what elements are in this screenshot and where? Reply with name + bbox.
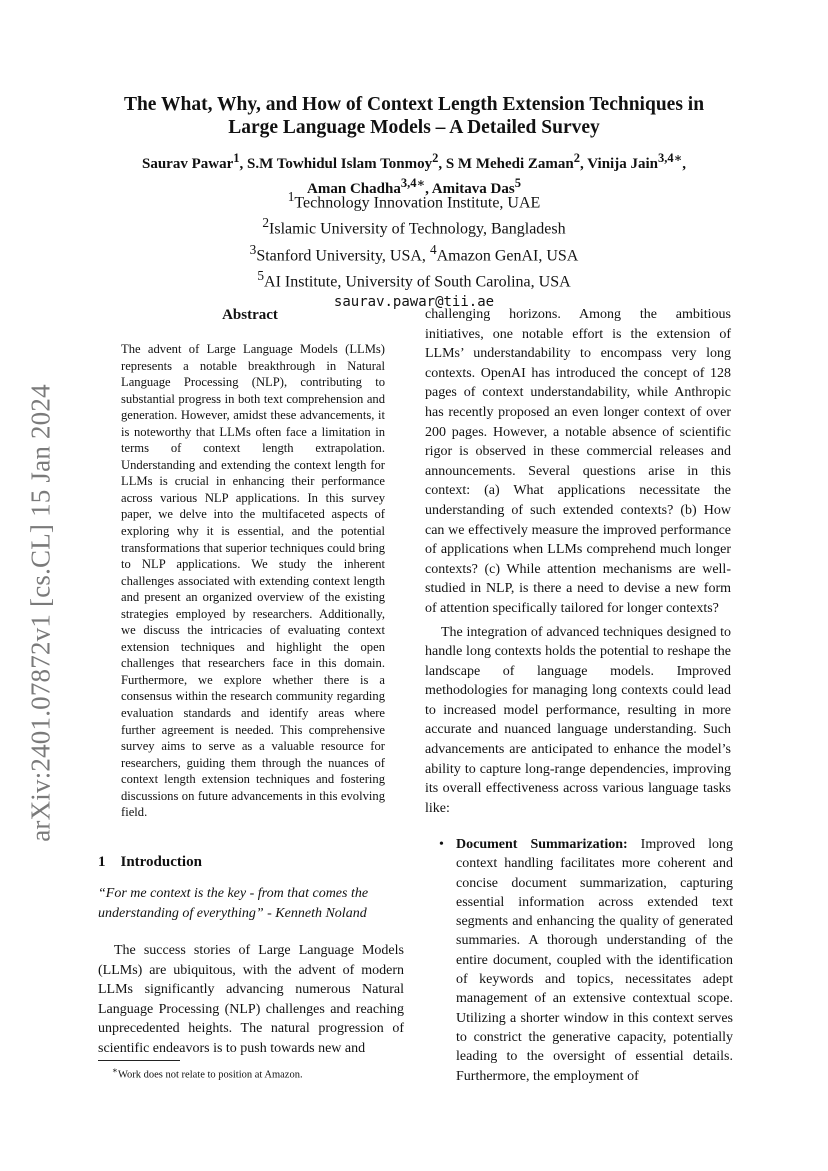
arxiv-identifier: arXiv:2401.07872v1 [cs.CL] 15 Jan 2024 xyxy=(25,384,56,842)
affiliation-2 xyxy=(80,213,748,239)
author-sup: 2 xyxy=(573,151,581,165)
epigraph-quote: “For me context is the key - from that comes the understanding of everything” - Kenneth Noland xyxy=(98,886,369,921)
title-line-2: Large Language Models – A Detailed Survey xyxy=(228,117,600,138)
author-sup: 5 xyxy=(514,176,521,190)
author-sup: 3,4∗ xyxy=(657,151,683,165)
section-heading-introduction xyxy=(98,854,398,871)
bullet-body xyxy=(441,835,733,1086)
bullet-symbol: • xyxy=(439,837,444,852)
affiliation-1 xyxy=(80,187,748,213)
section-title: Introduction xyxy=(120,854,202,870)
title-line-1: The What, Why, and How of Context Length Extension Techniques in xyxy=(123,94,705,115)
affiliation-5 xyxy=(80,266,748,292)
affiliation-sup: 4 xyxy=(429,241,437,257)
author-line-1: Saurav Pawar$^1$, S.M Towhidul Islam Tonmoy$^2$, S M Mehedi Zaman$^2$, Vinija Jain$^{3,4∗}$, xyxy=(142,151,686,172)
affiliation-text: Islamic University of Technology, Bangladesh xyxy=(269,220,566,238)
paper-title xyxy=(80,93,748,139)
affiliation-sup: 5 xyxy=(257,267,265,283)
right-column xyxy=(425,305,731,818)
author-name: Saurav Pawar xyxy=(142,156,234,172)
affiliations xyxy=(80,187,748,312)
arxiv-sidebar xyxy=(16,378,66,848)
abstract-heading: Abstract xyxy=(222,307,278,323)
abstract-text: The advent of Large Language Models (LLMs) represents a notable breakthrough in Natural Language Processing (NLP), contributing to substantial progress in both text comprehension and generation. However, amidst these advancements, it is noteworthy that LLMs often face a limitation in terms of context length extrapolation. Understanding and extending the context length for LLMs is crucial in enhancing their performance across various NLP applications. In this survey paper, we delve into the multifaceted aspects of exploring why it is essential, and the potential transformations that superior techniques could bring to NLP applications. We study the inherent challenges associated with extending context length and present an organized overview of the existing strategies employed by researchers. Additionally, we discuss the intricacies of evaluating context extension techniques and highlight the open challenges that researchers face in this domain. Furthermore, we explore whether there is a consensus within the research community regarding evaluation standards and identify areas where further agreement is needed. This comprehensive survey aims to serve as a valuable resource for researchers, guiding them through the nuances of context length extension techniques and fostering discussions on future advancements in this evolving field. xyxy=(121,342,385,820)
affiliation-3-4 xyxy=(80,240,748,266)
author-name: Amitava Das xyxy=(431,181,515,197)
footnote-mark: ∗ xyxy=(112,1065,118,1075)
affiliation-sup: 3 xyxy=(249,241,257,257)
footnote-rule xyxy=(98,1060,180,1061)
author-name: Vinija Jain xyxy=(587,156,658,172)
intro-paragraph: The success stories of Large Language Models (LLMs) are ubiquitous, with the advent of modern LLMs significantly advancing numerous Natural Language Processing (NLP) challenges and reaching unprecedented heights. The natural progression of scientific endeavors is to push towards new and xyxy=(98,943,404,1056)
author-name: S M Mehedi Zaman xyxy=(445,156,574,172)
bullet-title: Document Summarization: xyxy=(456,837,628,852)
footnote xyxy=(112,1064,412,1082)
right-paragraph-2: The integration of advanced techniques designed to handle long contexts holds the potential to reshape the landscape of language models. Improved methodologies for managing long contexts could lead to increased model performance, resulting in more accurate and nuanced language understanding. Such advancements are anticipated to enhance the model’s ability to capture long-range dependencies, improving its overall effectiveness across various language tasks like: xyxy=(425,624,731,816)
right-paragraph-1: challenging horizons. Among the ambitious initiatives, one notable effort is the extension of LLMs’ understandability to encompass very long contexts. OpenAI has introduced the concept of 128 pages of context understandability, while Anthropic has recently proposed an even longer context of over 200 pages. However, a notable absence of scientific rigor is observed in these commercial releases and announcements. Several questions arise in this context: (a) What applications necessitate the understanding of such extended contexts? (b) How can we effectively measure the improved performance of applications when LLMs comprehend much longer contexts? (c) While attention mechanisms are well-studied in NLP, is there a need to devise a new form of attention specifically tailored for longer contexts? xyxy=(425,307,731,616)
author-name: Aman Chadha xyxy=(307,181,401,197)
bullet-item-document-summarization xyxy=(441,835,733,1086)
affiliation-text: Amazon GenAI, USA xyxy=(436,246,579,264)
author-line-2: Aman Chadha$^{3,4∗}$, Amitava Das$^5$ xyxy=(307,176,521,197)
affiliation-text: Stanford University, USA, xyxy=(256,246,430,264)
author-sup: 2 xyxy=(432,151,439,165)
footnote-text: Work does not relate to position at Amazon. xyxy=(117,1069,303,1081)
section-number: 1 xyxy=(98,854,106,870)
author-email[interactable]: saurav.pawar@tii.ae xyxy=(333,294,495,311)
bullet-text: Improved long context handling facilitates more coherent and concise document summarization, capturing essential information across extended text segments and enhancing the quality of generated summaries. A thorough understanding of the entire document, coupled with the identification of keywords and topics, necessitates adept management of an extensive contextual scope. Utilizing a shorter window in this context serves to constrict the generative capacity, potentially leading to the oversight of essential details. Furthermore, the employment of xyxy=(456,837,733,1084)
author-sup: 1 xyxy=(233,151,240,165)
affiliation-sup: 2 xyxy=(262,215,270,231)
affiliation-text: Technology Innovation Institute, UAE xyxy=(294,194,541,212)
affiliation-sup: 1 xyxy=(287,189,295,204)
author-sup: 3,4∗ xyxy=(400,176,426,190)
affiliation-text: AI Institute, University of South Carolina, USA xyxy=(264,273,571,291)
author-name: S.M Towhidul Islam Tonmoy xyxy=(247,156,433,172)
